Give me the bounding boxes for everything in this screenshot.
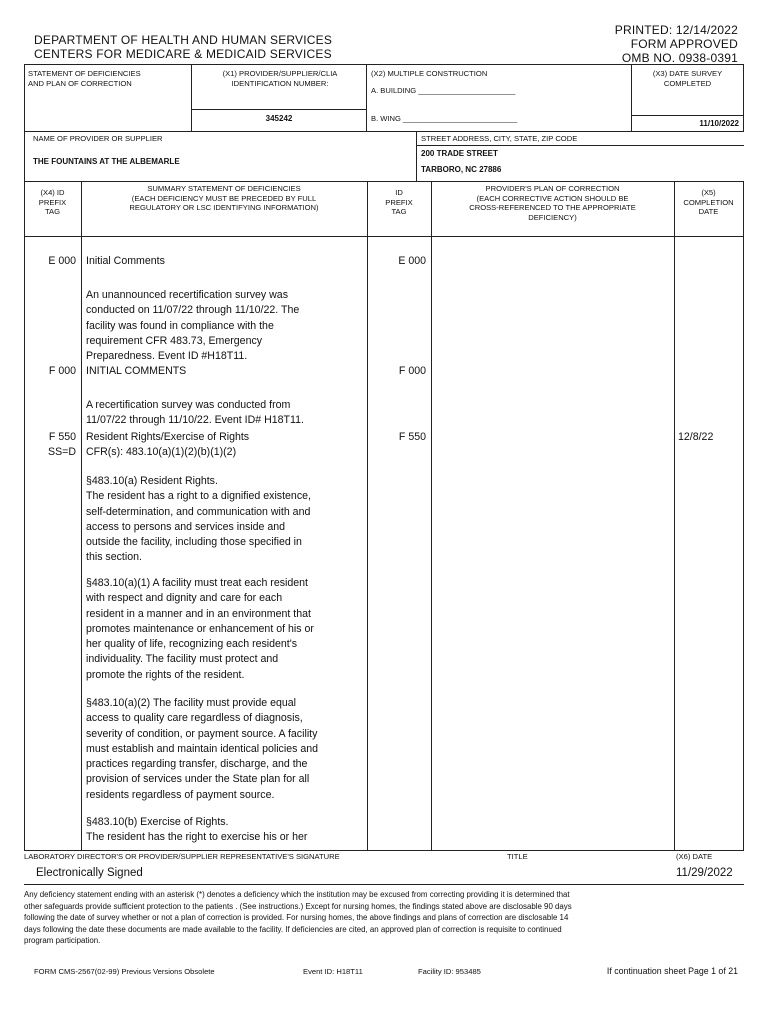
e000-tag: E 000	[48, 255, 76, 267]
f000-title: INITIAL COMMENTS	[86, 365, 187, 377]
provider-name: THE FOUNTAINS AT THE ALBEMARLE	[33, 157, 180, 166]
footer-page-number: If continuation sheet Page 1 of 21	[606, 966, 738, 976]
plan-header: PROVIDER'S PLAN OF CORRECTION (EACH CORRECTIVE ACTION SHOULD BE CROSS-REFERENCED TO THE APPROPRIATE DEFICIENCY)	[469, 184, 636, 222]
printed-date: PRINTED: 12/14/2022	[614, 23, 738, 37]
signature-label: LABORATORY DIRECTOR'S OR PROVIDER/SUPPLIER REPRESENTATIVE'S SIGNATURE	[24, 852, 340, 861]
f550-scope-severity: SS=D	[48, 446, 76, 458]
footer-event-id: Event ID: H18T11	[303, 967, 363, 976]
agency-line-1: DEPARTMENT OF HEALTH AND HUMAN SERVICES	[34, 33, 333, 47]
f550-id-tag: F 550	[398, 431, 426, 443]
provider-id-number: 345242	[265, 114, 293, 123]
title-label: TITLE	[507, 852, 528, 861]
x1-label: (X1) PROVIDER/SUPPLIER/CLIA IDENTIFICATION NUMBER:	[222, 69, 338, 88]
x2-label: (X2) MULTIPLE CONSTRUCTION	[371, 69, 488, 78]
id-prefix-header: ID PREFIX TAG	[385, 188, 413, 216]
disclaimer-text: Any deficiency statement ending with an asterisk (*) denotes a deficiency which the institution may be excused from correcting providing it is determined that other safeguards provide sufficient protection to the patients . (See instructions.) Except for nursing homes, the findings stated above are disclosable 90 days following the date of survey whether or not a plan of correction is provided. For nursing homes, the above findings and plans of correction are disclosable 14 days following the date these documents are made available to the facility. If deficiencies are cited, an approved plan of correction is requisite to continued program participation.	[24, 890, 572, 945]
omb-number: OMB NO. 0938-0391	[621, 51, 738, 65]
x6-date-label: (X6) DATE	[676, 852, 713, 861]
form-approval-block	[518, 23, 738, 65]
building-label: A. BUILDING _______________________	[371, 86, 516, 95]
f550-tag: F 550	[48, 431, 76, 443]
f000-body: A recertification survey was conducted from 11/07/22 through 11/10/22. Event ID# H18T11.	[86, 399, 304, 427]
f000-id-tag: F 000	[398, 365, 426, 377]
agency-line-2: CENTERS FOR MEDICARE & MEDICAID SERVICES	[34, 47, 332, 61]
x3-label: (X3) DATE SURVEY COMPLETED	[652, 69, 723, 88]
footer-form-number: FORM CMS-2567(02-99) Previous Versions Obsolete	[34, 967, 215, 976]
signature-date: 11/29/2022	[676, 867, 733, 879]
wing-label: B. WING ___________________________	[371, 114, 518, 123]
e000-id-tag: E 000	[398, 255, 426, 267]
signature-value: Electronically Signed	[36, 867, 143, 879]
agency-name	[34, 33, 394, 61]
provider-name-label: NAME OF PROVIDER OR SUPPLIER	[33, 134, 163, 143]
address-label: STREET ADDRESS, CITY, STATE, ZIP CODE	[421, 134, 578, 143]
city-state-zip: TARBORO, NC 27886	[421, 165, 502, 174]
f550-paragraph-1: §483.10(a) Resident Rights. The resident has a right to a dignified existence, self-determination, and communication with and access to persons and services inside and outside the facility, including those specified in this section.	[86, 475, 311, 564]
x4-header: (X4) ID PREFIX TAG	[38, 188, 67, 216]
f550-completion-date: 12/8/22	[678, 431, 714, 443]
f550-paragraph-2: §483.10(a)(1) A facility must treat each resident with respect and dignity and care for each resident in a manner and in an environment that promotes maintenance or enhancement of his or her quality of life, recognizing each resident's individuality. The facility must protect and promote the rights of the resident.	[86, 577, 314, 681]
street-address: 200 TRADE STREET	[421, 149, 498, 158]
summary-header: SUMMARY STATEMENT OF DEFICIENCIES (EACH DEFICIENCY MUST BE PRECEDED BY FULL REGULATORY OR LSC IDENTIFYING INFORMATION)	[129, 184, 319, 212]
e000-title: Initial Comments	[86, 255, 165, 267]
survey-completed-date: 11/10/2022	[699, 119, 739, 128]
e000-body: An unannounced recertification survey was conducted on 11/07/22 through 11/10/22. The facility was found in compliance with the requirement CFR 483.73, Emergency Preparedness. Event ID #H18T11.	[86, 289, 300, 363]
f550-title: Resident Rights/Exercise of Rights CFR(s): 483.10(a)(1)(2)(b)(1)(2)	[86, 431, 250, 459]
x5-header: (X5) COMPLETION DATE	[683, 188, 734, 216]
f000-tag: F 000	[48, 365, 76, 377]
f550-paragraph-3: §483.10(a)(2) The facility must provide equal access to quality care regardless of diagnosis, severity of condition, or payment source. A facility must establish and maintain identical policies and practices regarding transfer, discharge, and the provision of services under the State plan for all residents regardless of payment source.	[86, 697, 319, 801]
footer-facility-id: Facility ID: 953485	[418, 967, 481, 976]
form-approved: FORM APPROVED	[630, 37, 738, 51]
f550-paragraph-4: §483.10(b) Exercise of Rights. The resident has the right to exercise his or her	[86, 816, 308, 844]
statement-label: STATEMENT OF DEFICIENCIES AND PLAN OF CORRECTION	[28, 69, 141, 88]
